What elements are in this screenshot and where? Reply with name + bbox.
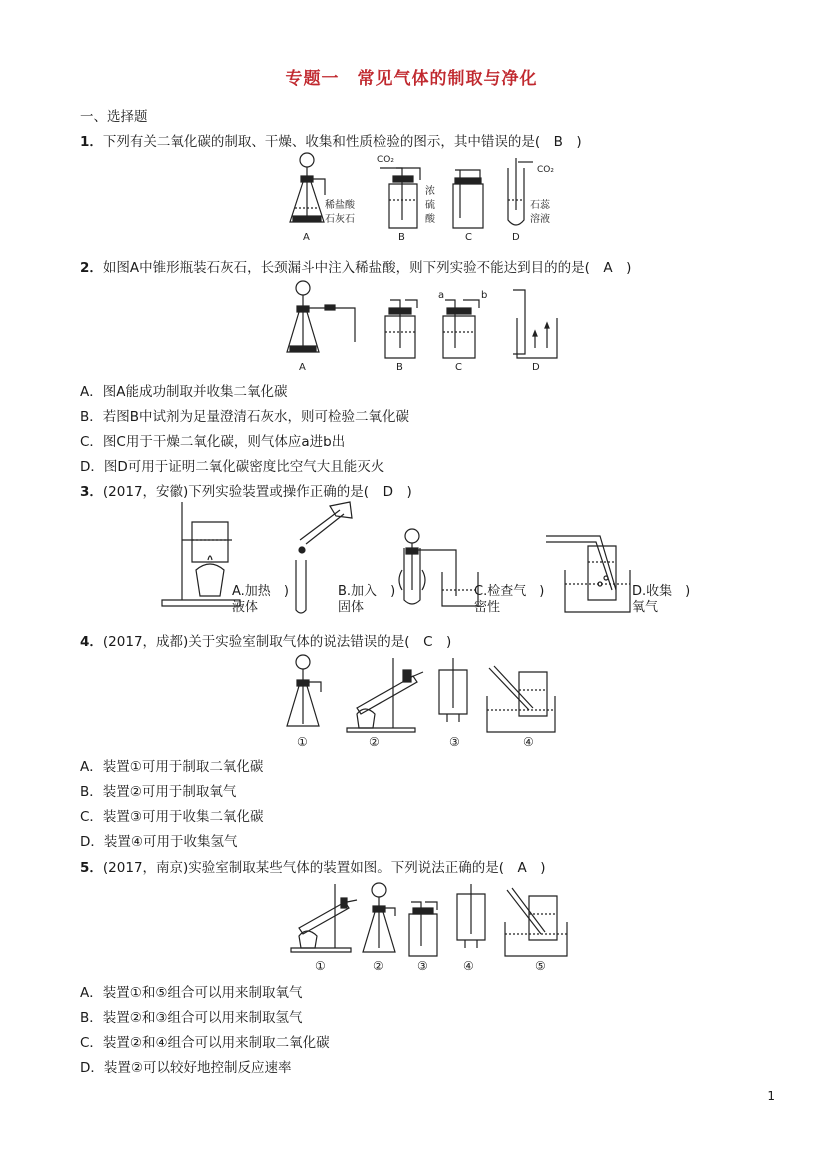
label-b: B [398, 232, 405, 243]
label-port-b: b [481, 290, 488, 301]
wash-bottle-b [377, 155, 436, 243]
question-2 [80, 256, 631, 276]
option-a: A．装置①可用于制取二氧化碳 [80, 759, 264, 775]
label-b: B [396, 362, 403, 373]
gas-collection-4 [487, 666, 555, 749]
option-d: D．装置②可以较好地控制反应速率 [80, 1060, 292, 1076]
figure-q1 [285, 150, 585, 250]
figure-q2 [285, 278, 575, 376]
question-text: (2017，成都)关于实验室制取气体的说法错误的是( C ) [102, 634, 452, 650]
flask-apparatus-2 [363, 883, 395, 973]
option-c: C．装置②和④组合可以用来制取二氧化碳 [80, 1035, 330, 1051]
question-number: 1． [80, 134, 103, 150]
gas-collection-d [546, 536, 630, 612]
question-number: 2． [80, 260, 103, 276]
option-a: A．装置①和⑤组合可以用来制取氧气 [80, 985, 303, 1001]
gas-collection-5 [505, 888, 567, 973]
caption-c: C.检查气 ) 密性 [474, 584, 545, 615]
question-text: 下列有关二氧化碳的制取、干燥、收集和性质检验的图示，其中错误的是( B ) [102, 134, 582, 150]
figure-q5 [285, 880, 575, 974]
figure-q4 [285, 652, 575, 752]
option-b: B．若图B中试剂为足量澄清石灰水，则可检验二氧化碳 [80, 409, 410, 425]
gas-bottle-3 [439, 658, 467, 749]
label-a: A [299, 362, 306, 373]
label-2: ② [369, 735, 380, 749]
label-1: ① [297, 735, 308, 749]
question-text: (2017，南京)实验室制取某些气体的装置如图。下列说法正确的是( A ) [102, 860, 546, 876]
question-4 [80, 630, 451, 650]
label-port-a: a [438, 290, 445, 301]
label-3: ③ [449, 735, 460, 749]
option-d: D．装置④可用于收集氢气 [80, 834, 238, 850]
label-acid2: 酸 [425, 214, 435, 225]
option-c: C．装置③可用于收集二氧化碳 [80, 809, 264, 825]
label-litmus1: 石蕊 [530, 200, 550, 211]
label-5: ⑤ [535, 959, 546, 973]
heating-apparatus-2 [347, 658, 423, 749]
label-co2-d: CO₂ [537, 165, 554, 175]
label-acid: 稀盐酸 [325, 200, 355, 211]
label-co2-in: CO₂ [377, 155, 394, 165]
label-c: C [465, 232, 472, 243]
label-d: D [512, 232, 520, 243]
airtight-check-c [399, 529, 478, 606]
question-text: (2017，安徽)下列实验装置或操作正确的是( D ) [102, 484, 412, 500]
label-4: ④ [523, 735, 534, 749]
gas-bottle-c [453, 170, 483, 243]
question-1 [80, 130, 582, 150]
label-2: ② [373, 959, 384, 973]
question-5 [80, 856, 546, 876]
option-a: A．图A能成功制取并收集二氧化碳 [80, 384, 288, 400]
label-c: C [455, 362, 462, 373]
question-number: 3． [80, 484, 103, 500]
label-1: ① [315, 959, 326, 973]
gas-bottle-3 [409, 902, 437, 973]
label-sulf: 硫 [425, 200, 435, 211]
gas-bottle-4 [457, 884, 485, 973]
label-litmus2: 溶液 [530, 214, 550, 225]
question-text: 如图A中锥形瓶装石灰石，长颈漏斗中注入稀盐酸，则下列实验不能达到目的的是( A ) [102, 260, 632, 276]
test-tube-d [508, 158, 554, 243]
option-b: B．装置②和③组合可以用来制取氢气 [80, 1010, 303, 1026]
section-heading: 一、选择题 [80, 109, 148, 125]
flask-apparatus-a [290, 153, 356, 243]
caption-a: A.加热 ) 液体 [232, 584, 289, 615]
bottle-b [385, 300, 417, 373]
flask-apparatus-1 [287, 655, 321, 749]
label-conc: 浓 [425, 186, 435, 197]
heating-apparatus-1 [291, 884, 357, 973]
label-4: ④ [463, 959, 474, 973]
page-number: 1 [767, 1089, 775, 1103]
label-a: A [303, 232, 310, 243]
question-3 [80, 480, 412, 500]
question-number: 4． [80, 634, 103, 650]
caption-b: B.加入 ) 固体 [338, 584, 396, 615]
label-d: D [532, 362, 540, 373]
option-d: D．图D可用于证明二氧化碳密度比空气大且能灭火 [80, 459, 385, 475]
page-title: 专题一 常见气体的制取与净化 [285, 69, 538, 89]
caption-d: D.收集 ) 氧气 [632, 584, 691, 615]
question-number: 5． [80, 860, 103, 876]
flask-apparatus-a [287, 281, 355, 373]
bottle-c [438, 290, 487, 373]
beaker-d [513, 290, 557, 373]
label-stone: 石灰石 [325, 214, 355, 225]
option-b: B．装置②可用于制取氧气 [80, 784, 237, 800]
label-3: ③ [417, 959, 428, 973]
option-c: C．图C用于干燥二氧化碳，则气体应a进b出 [80, 434, 346, 450]
heating-setup-a [162, 502, 240, 606]
